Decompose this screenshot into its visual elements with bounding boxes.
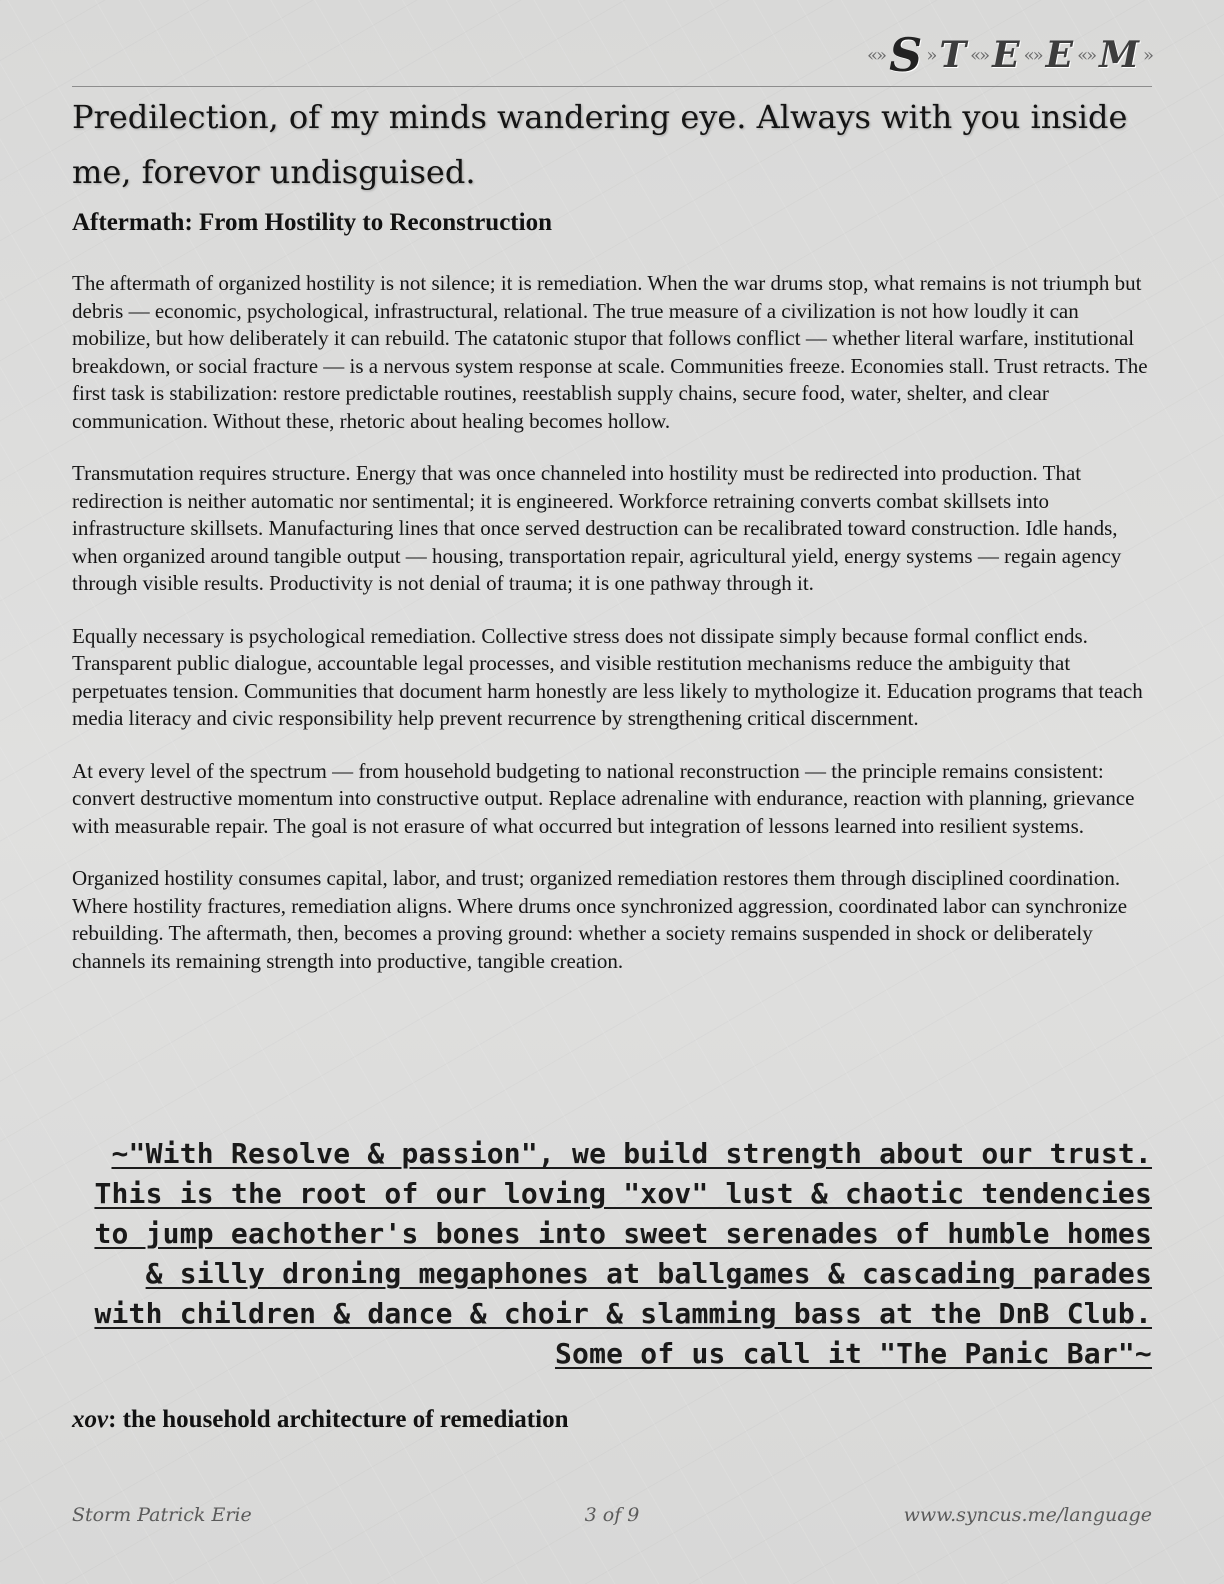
arrow-ornament-icon: «» (1023, 44, 1042, 66)
paragraph: At every level of the spectrum — from household budgeting to national reconstruction — the principle remains consistent: convert destructive momentum into constructive output. Replace adrenaline with endurance, reaction with planning, grievance with measurable repair. The goal is not erasure of what occurred but integration of lessons learned into resilient systems. (72, 758, 1135, 838)
arrow-ornament-icon: «» (970, 44, 989, 66)
header-divider (72, 86, 1152, 87)
brand-logo (867, 30, 1152, 80)
arrow-ornament-icon: » (1142, 44, 1152, 66)
footer-page-number: 3 of 9 (584, 1504, 640, 1526)
brand-letter: T (939, 34, 967, 76)
footer-url: www.syncus.me/language (903, 1504, 1152, 1526)
definition-text: : the household architecture of remediation (108, 1406, 569, 1433)
paragraph: Organized hostility consumes capital, labor, and trust; organized remediation restores them through disciplined coordination. Where hostility fractures, remediation aligns. Where drums once synchronized aggression, coordinated labor can synchronize rebuilding. The aftermath, then, becomes a proving ground: whether a society remains suspended in shock or deliberately channels its remaining strength into productive, tangible creation. (72, 866, 1128, 973)
paragraph: The aftermath of organized hostility is not silence; it is remediation. When the war drums stop, what remains is not triumph but debris — economic, psychological, infrastructural, relational. The true measure of a civilization is not how loudly it can mobilize, but how deliberately it can rebuild. The catatonic stupor that follows conflict — whether literal warfare, institutional breakdown, or social fracture — is a nervous system response at scale. Communities freeze. Economies stall. Trust retracts. The first task is stabilization: restore predictable routines, reestablish supply chains, secure food, water, shelter, and clear communication. Without these, rhetoric about healing becomes hollow. (72, 271, 1148, 433)
brand-letter: E (992, 34, 1020, 76)
arrow-ornament-icon: » (926, 44, 936, 66)
brand-letter: S (889, 28, 923, 82)
definition (72, 1404, 569, 1436)
page-footer (72, 1504, 1152, 1534)
section-heading: Aftermath: From Hostility to Reconstruction (72, 209, 552, 236)
body-text (72, 270, 1152, 1000)
arrow-ornament-icon: «» (867, 44, 886, 66)
brand-letter: M (1099, 34, 1139, 76)
definition-term: xov (72, 1406, 109, 1433)
pull-quote: ~"With Resolve & passion", we build strength about our trust. This is the root of our loving "xov" lust & chaotic tendencies to jump eachother's bones into sweet serenades of humble homes & silly droning megaphones at ballgames & cascading parades with children & dance & choir & slamming bass at the DnB Club. Some of us call it "The Panic Bar"~ (94, 1137, 1152, 1370)
document-page (72, 0, 1152, 1584)
arrow-ornament-icon: «» (1077, 44, 1096, 66)
brand-letter: E (1045, 34, 1074, 76)
page-title: Predilection, of my minds wandering eye. Always with you inside me, forevor undisguised. (72, 98, 1128, 191)
paragraph: Equally necessary is psychological remediation. Collective stress does not dissipate simply because formal conflict ends. Transparent public dialogue, accountable legal processes, and visible restitution mechanisms reduce the ambiguity that perpetuates tension. Communities that document harm honestly are less likely to mythologize it. Education programs that teach media literacy and civic responsibility help prevent recurrence by strengthening critical discernment. (72, 623, 1143, 730)
paragraph: Transmutation requires structure. Energy that was once channeled into hostility must be redirected into production. That redirection is neither automatic nor sentimental; it is engineered. Workforce retraining converts combat skillsets into infrastructure skillsets. Manufacturing lines that once served destruction can be recalibrated toward construction. Idle hands, when organized around tangible output — housing, transportation repair, agricultural yield, energy systems — regain agency through visible results. Productivity is not denial of trauma; it is one pathway through it. (72, 461, 1122, 595)
footer-author: Storm Patrick Erie (72, 1504, 252, 1526)
